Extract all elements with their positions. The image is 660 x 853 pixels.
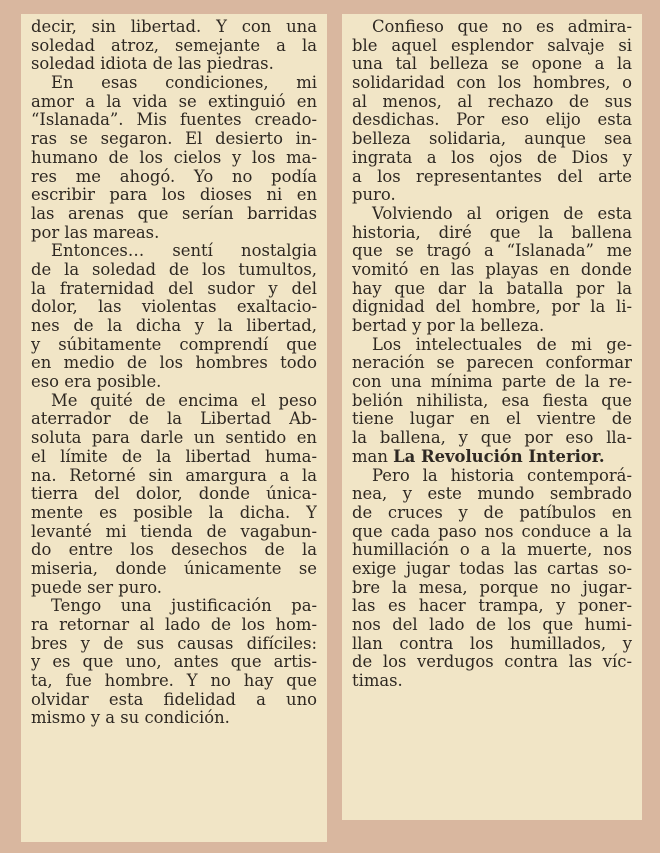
text-line: solidaridad con los hombres, o bbox=[352, 74, 632, 93]
text-line: las arenas que serían barridas bbox=[31, 204, 317, 223]
text-line: aterrador de la Libertad Ab- bbox=[31, 410, 317, 429]
text-line: nos del lado de los que humi- bbox=[352, 616, 632, 634]
right-text-column bbox=[342, 14, 642, 820]
text-line: humillación o a la muerte, nos bbox=[352, 541, 632, 560]
text-line: Confieso que no es admira- bbox=[372, 18, 632, 36]
text-line: por las mareas. bbox=[31, 223, 160, 242]
text-line: escribir para los dioses ni en bbox=[31, 186, 317, 205]
text-line: neración se parecen conformar bbox=[352, 354, 632, 373]
text-line: y es que uno, antes que artis- bbox=[31, 653, 317, 672]
text-line: res me ahogó. Yo no podía bbox=[31, 167, 317, 186]
text-line: belleza solidaria, aunque sea bbox=[352, 130, 632, 149]
text-line: historia, diré que la ballena bbox=[352, 223, 632, 242]
text-line: bre la mesa, porque no jugar- bbox=[352, 578, 632, 597]
text-line bbox=[352, 448, 632, 467]
text-line: dolor, las violentas exaltacio- bbox=[31, 298, 317, 317]
text-line: que cada paso nos conduce a la bbox=[352, 522, 632, 541]
text-line: amor a la vida se extinguió en bbox=[31, 92, 317, 111]
text-line: decir, sin libertad. Y con una bbox=[31, 18, 317, 36]
text-line: mente es posible la dicha. Y bbox=[31, 503, 317, 522]
text-line: Volviendo al origen de esta bbox=[372, 204, 632, 223]
text-line: eso era posible. bbox=[31, 373, 162, 392]
text-line: En esas condiciones, mi bbox=[51, 74, 317, 93]
text-line: puede ser puro. bbox=[31, 578, 162, 597]
text-line: que se tragó a “Islanada” me bbox=[352, 242, 632, 261]
text-line: na. Retorné sin amargura a la bbox=[31, 466, 317, 485]
text-line: las es hacer trampa, y poner- bbox=[352, 597, 632, 616]
text-line: do entre los desechos de la bbox=[31, 541, 317, 560]
text-fragment: man bbox=[352, 447, 394, 466]
text-line: al menos, al rechazo de sus bbox=[352, 92, 632, 111]
text-line: con una mínima parte de la re- bbox=[352, 373, 632, 392]
text-line: ra retornar al lado de los hom- bbox=[31, 616, 317, 634]
text-line: vomitó en las playas en donde bbox=[352, 260, 632, 279]
bold-phrase: La Revolución Interior. bbox=[393, 447, 605, 466]
text-line: Pero la historia contemporá- bbox=[372, 466, 632, 485]
text-line: timas. bbox=[352, 672, 403, 691]
text-line: llan contra los humillados, y bbox=[352, 634, 632, 653]
text-line: la fraternidad del sudor y del bbox=[31, 279, 317, 298]
text-line: ras se segaron. El desierto in- bbox=[31, 130, 317, 149]
text-line: exige jugar todas las cartas so- bbox=[352, 559, 632, 578]
text-line: soledad atroz, semejante a la bbox=[31, 36, 317, 55]
text-line: de cruces y de patíbulos en bbox=[352, 503, 632, 522]
text-line: nea, y este mundo sembrado bbox=[352, 485, 632, 504]
text-line: desdichas. Por eso elijo esta bbox=[352, 111, 632, 130]
text-line: belión nihilista, esa fiesta que bbox=[352, 391, 632, 410]
text-line: olvidar esta fidelidad a uno bbox=[31, 690, 317, 709]
text-line: la ballena, y que por eso lla- bbox=[352, 429, 632, 448]
text-line: hay que dar la batalla por la bbox=[352, 279, 632, 298]
text-line: soluta para darle un sentido en bbox=[31, 429, 317, 448]
text-line: dignidad del hombre, por la li- bbox=[352, 298, 632, 317]
text-line: nes de la dicha y la libertad, bbox=[31, 317, 317, 335]
text-line: tierra del dolor, donde única- bbox=[31, 485, 317, 504]
text-line: mismo y a su condición. bbox=[31, 709, 230, 728]
text-line: ta, fue hombre. Y no hay que bbox=[31, 672, 317, 691]
text-line: el límite de la libertad huma- bbox=[31, 447, 317, 466]
text-line: soledad idiota de las piedras. bbox=[31, 55, 274, 74]
text-line: Entonces… sentí nostalgia bbox=[51, 242, 317, 261]
text-line: ingrata a los ojos de Dios y bbox=[352, 148, 632, 167]
text-line: tiene lugar en el vientre de bbox=[352, 410, 632, 429]
text-line: a los representantes del arte bbox=[352, 167, 632, 186]
text-line: bertad y por la belleza. bbox=[352, 317, 545, 335]
text-line: bres y de sus causas difíciles: bbox=[31, 634, 317, 653]
text-line: de la soledad de los tumultos, bbox=[31, 260, 317, 279]
text-line: Tengo una justificación pa- bbox=[51, 597, 317, 616]
text-line: levanté mi tienda de vagabun- bbox=[31, 522, 317, 541]
text-line: humano de los cielos y los ma- bbox=[31, 148, 317, 167]
text-line: miseria, donde únicamente se bbox=[31, 559, 317, 578]
text-line: y súbitamente comprendí que bbox=[31, 335, 317, 354]
text-line: Los intelectuales de mi ge- bbox=[372, 335, 632, 354]
text-line: Me quité de encima el peso bbox=[51, 391, 317, 410]
text-line: ble aquel esplendor salvaje si bbox=[352, 36, 632, 55]
left-text-column bbox=[21, 14, 327, 842]
text-line: de los verdugos contra las víc- bbox=[352, 653, 632, 672]
text-line: puro. bbox=[352, 186, 396, 205]
text-line: en medio de los hombres todo bbox=[31, 354, 317, 373]
text-line: “Islanada”. Mis fuentes creado- bbox=[31, 111, 317, 130]
text-line: una tal belleza se opone a la bbox=[352, 55, 632, 74]
